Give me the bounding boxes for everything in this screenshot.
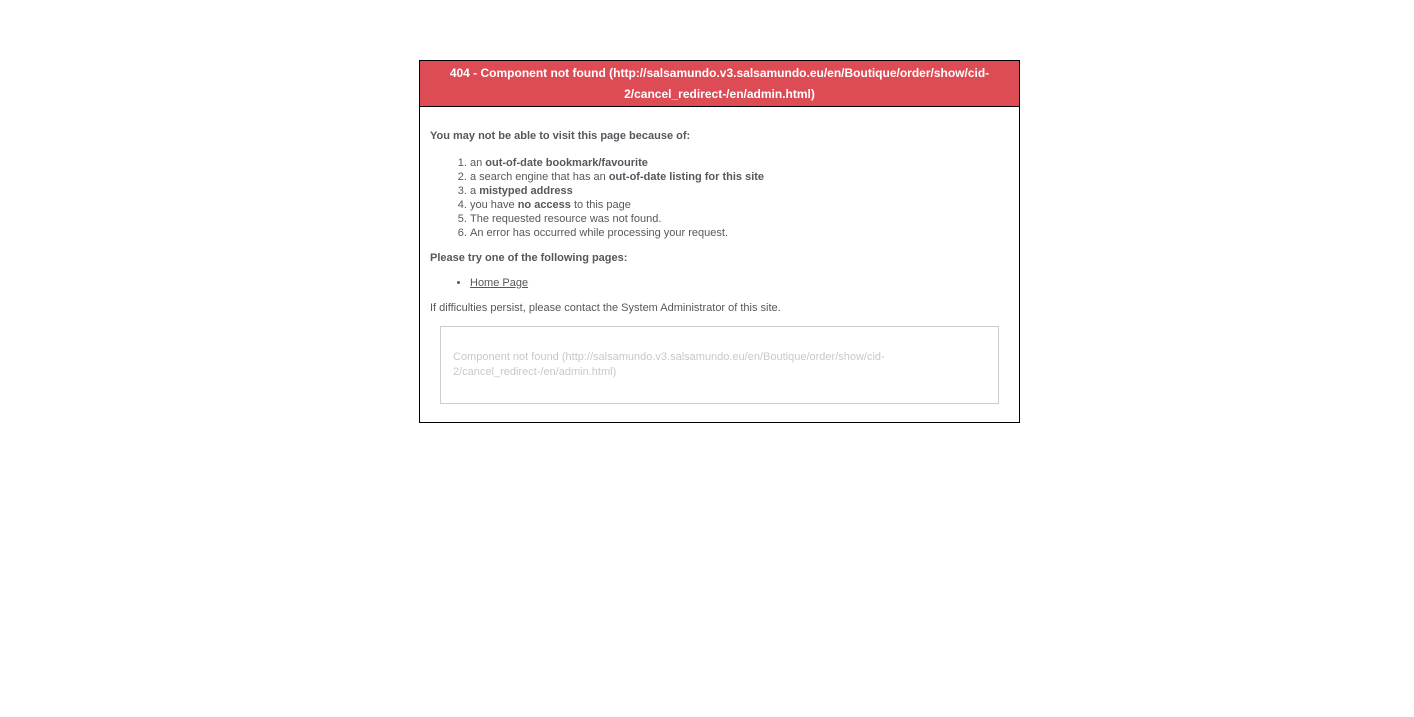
- reason-item-2: [470, 170, 1009, 184]
- reason-item-5: [470, 212, 1009, 226]
- reason-prefix: The requested resource was not found.: [470, 213, 662, 225]
- error-container: [419, 60, 1020, 423]
- error-banner-text: 404 - Component not found (http://salsamundo.v3.salsamundo.eu/en/Boutique/order/show/cid-2/cancel_redirect-/en/admin.html): [449, 66, 990, 101]
- home-page-link[interactable]: Home Page: [470, 277, 529, 289]
- reason-bold: out-of-date listing for this site: [608, 171, 765, 183]
- reason-item-4: [470, 198, 1009, 212]
- reason-item-3: [470, 184, 1009, 198]
- reason-bold: mistyped address: [479, 185, 573, 197]
- error-banner: [420, 61, 1019, 107]
- reason-prefix: an: [470, 157, 486, 169]
- contact-text: If difficulties persist, please contact the System Administrator of this site.: [430, 302, 781, 314]
- reason-suffix: to this page: [570, 199, 631, 211]
- reason-prefix: An error has occurred while processing your request.: [470, 227, 729, 239]
- suggestions-heading: Please try one of the following pages:: [430, 252, 628, 264]
- reason-bold: no access: [517, 199, 571, 211]
- technical-info-box: [440, 326, 999, 404]
- suggested-page-item: [470, 276, 1009, 290]
- technical-info-text: Component not found (http://salsamundo.v3.salsamundo.eu/en/Boutique/order/show/cid-2/cancel_redirect-/en/admin.html): [453, 351, 885, 378]
- reason-item-6: [470, 226, 1009, 240]
- suggested-pages-list: [430, 276, 1009, 290]
- reason-prefix: you have: [470, 199, 518, 211]
- reasons-heading: You may not be able to visit this page because of:: [430, 130, 691, 142]
- error-body: [420, 129, 1019, 422]
- reason-prefix: a search engine that has an: [470, 171, 609, 183]
- reason-bold: out-of-date bookmark/favourite: [485, 157, 648, 169]
- reasons-list: [430, 156, 1009, 240]
- reason-prefix: a: [470, 185, 480, 197]
- reason-item-1: [470, 156, 1009, 170]
